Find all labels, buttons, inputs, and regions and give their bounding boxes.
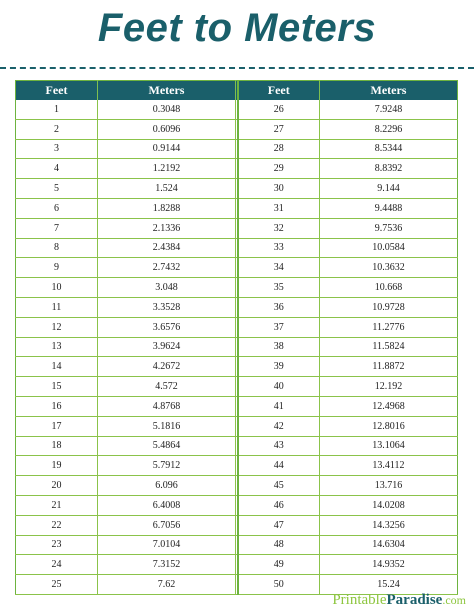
- cell-feet-left: 15: [16, 377, 98, 397]
- cell-feet-left: 13: [16, 337, 98, 357]
- cell-meters-right: 10.9728: [320, 297, 458, 317]
- cell-feet-right: 33: [238, 238, 320, 258]
- cell-meters-right: 13.716: [320, 476, 458, 496]
- cell-feet-left: 7: [16, 218, 98, 238]
- cell-feet-left: 5: [16, 179, 98, 199]
- cell-meters-right: 7.9248: [320, 100, 458, 119]
- table-header-row: [16, 81, 458, 101]
- cell-feet-right: 27: [238, 119, 320, 139]
- cell-feet-right: 41: [238, 396, 320, 416]
- cell-feet-left: 25: [16, 575, 98, 595]
- cell-meters-right: 8.2296: [320, 119, 458, 139]
- table-row: [16, 317, 458, 337]
- cell-meters-left: 0.6096: [98, 119, 236, 139]
- cell-meters-left: 2.4384: [98, 238, 236, 258]
- table-row: [16, 535, 458, 555]
- cell-feet-right: 32: [238, 218, 320, 238]
- cell-meters-right: 11.8872: [320, 357, 458, 377]
- cell-meters-right: 14.0208: [320, 495, 458, 515]
- cell-meters-left: 7.62: [98, 575, 236, 595]
- table-row: [16, 100, 458, 119]
- header-meters-right: Meters: [320, 81, 458, 101]
- cell-feet-left: 4: [16, 159, 98, 179]
- table-body: [16, 100, 458, 594]
- cell-feet-right: 43: [238, 436, 320, 456]
- cell-feet-right: 35: [238, 278, 320, 298]
- cell-feet-right: 48: [238, 535, 320, 555]
- header-feet-right: Feet: [238, 81, 320, 101]
- cell-meters-left: 7.0104: [98, 535, 236, 555]
- cell-feet-left: 8: [16, 238, 98, 258]
- cell-meters-left: 3.9624: [98, 337, 236, 357]
- cell-feet-right: 45: [238, 476, 320, 496]
- cell-meters-left: 7.3152: [98, 555, 236, 575]
- cell-feet-left: 21: [16, 495, 98, 515]
- cell-feet-left: 24: [16, 555, 98, 575]
- cell-feet-right: 34: [238, 258, 320, 278]
- cell-meters-right: 10.0584: [320, 238, 458, 258]
- cell-meters-right: 9.4488: [320, 198, 458, 218]
- table-row: [16, 218, 458, 238]
- cell-feet-left: 10: [16, 278, 98, 298]
- cell-meters-right: 10.3632: [320, 258, 458, 278]
- cell-meters-left: 2.1336: [98, 218, 236, 238]
- table-row: [16, 476, 458, 496]
- footer-brand: [332, 592, 466, 609]
- table-row: [16, 278, 458, 298]
- footer-brand-part1: Printable: [332, 592, 387, 608]
- cell-feet-right: 30: [238, 179, 320, 199]
- cell-feet-right: 42: [238, 416, 320, 436]
- cell-meters-right: 8.5344: [320, 139, 458, 159]
- cell-meters-right: 12.4968: [320, 396, 458, 416]
- table-row: [16, 396, 458, 416]
- table-row: [16, 416, 458, 436]
- cell-feet-left: 3: [16, 139, 98, 159]
- table-row: [16, 238, 458, 258]
- cell-feet-left: 12: [16, 317, 98, 337]
- cell-feet-left: 1: [16, 100, 98, 119]
- table-row: [16, 198, 458, 218]
- table-row: [16, 337, 458, 357]
- dashed-divider: [0, 67, 474, 69]
- page-title: Feet to Meters: [97, 6, 377, 50]
- cell-feet-right: 29: [238, 159, 320, 179]
- table-row: [16, 377, 458, 397]
- cell-meters-left: 3.048: [98, 278, 236, 298]
- cell-feet-right: 47: [238, 515, 320, 535]
- cell-meters-left: 5.1816: [98, 416, 236, 436]
- table-row: [16, 436, 458, 456]
- cell-feet-right: 36: [238, 297, 320, 317]
- cell-meters-left: 3.3528: [98, 297, 236, 317]
- footer-brand-part2: Paradise: [386, 592, 443, 608]
- cell-meters-left: 0.9144: [98, 139, 236, 159]
- cell-feet-right: 46: [238, 495, 320, 515]
- cell-feet-left: 11: [16, 297, 98, 317]
- cell-feet-left: 20: [16, 476, 98, 496]
- cell-meters-right: 13.4112: [320, 456, 458, 476]
- conversion-table: [15, 80, 458, 595]
- cell-meters-left: 4.2672: [98, 357, 236, 377]
- cell-meters-left: 6.7056: [98, 515, 236, 535]
- cell-meters-left: 5.7912: [98, 456, 236, 476]
- table-row: [16, 297, 458, 317]
- cell-feet-left: 17: [16, 416, 98, 436]
- cell-meters-right: 9.7536: [320, 218, 458, 238]
- cell-meters-right: 12.192: [320, 377, 458, 397]
- cell-meters-left: 1.8288: [98, 198, 236, 218]
- cell-meters-left: 3.6576: [98, 317, 236, 337]
- cell-meters-right: 14.3256: [320, 515, 458, 535]
- cell-feet-right: 39: [238, 357, 320, 377]
- cell-meters-right: 12.8016: [320, 416, 458, 436]
- header-meters-left: Meters: [98, 81, 236, 101]
- table-row: [16, 119, 458, 139]
- cell-meters-left: 6.096: [98, 476, 236, 496]
- cell-meters-right: 8.8392: [320, 159, 458, 179]
- cell-feet-right: 44: [238, 456, 320, 476]
- cell-meters-right: 11.5824: [320, 337, 458, 357]
- cell-meters-right: 14.6304: [320, 535, 458, 555]
- cell-meters-left: 4.8768: [98, 396, 236, 416]
- cell-feet-left: 9: [16, 258, 98, 278]
- table-row: [16, 159, 458, 179]
- cell-feet-right: 26: [238, 100, 320, 119]
- cell-feet-left: 23: [16, 535, 98, 555]
- table-row: [16, 515, 458, 535]
- cell-meters-left: 1.2192: [98, 159, 236, 179]
- cell-feet-left: 6: [16, 198, 98, 218]
- cell-feet-left: 16: [16, 396, 98, 416]
- table-row: [16, 179, 458, 199]
- cell-meters-right: 14.9352: [320, 555, 458, 575]
- cell-meters-left: 6.4008: [98, 495, 236, 515]
- cell-feet-right: 31: [238, 198, 320, 218]
- cell-meters-right: 13.1064: [320, 436, 458, 456]
- table-row: [16, 495, 458, 515]
- cell-feet-left: 22: [16, 515, 98, 535]
- cell-meters-left: 2.7432: [98, 258, 236, 278]
- cell-meters-left: 1.524: [98, 179, 236, 199]
- header-feet-left: Feet: [16, 81, 98, 101]
- cell-feet-right: 40: [238, 377, 320, 397]
- cell-meters-right: 11.2776: [320, 317, 458, 337]
- table-row: [16, 258, 458, 278]
- cell-meters-right: 9.144: [320, 179, 458, 199]
- cell-feet-right: 49: [238, 555, 320, 575]
- cell-meters-left: 5.4864: [98, 436, 236, 456]
- cell-meters-right: 15.24: [320, 575, 458, 595]
- cell-meters-left: 0.3048: [98, 100, 236, 119]
- cell-feet-right: 38: [238, 337, 320, 357]
- cell-feet-left: 19: [16, 456, 98, 476]
- cell-meters-right: 10.668: [320, 278, 458, 298]
- cell-feet-right: 28: [238, 139, 320, 159]
- table-row: [16, 357, 458, 377]
- cell-feet-left: 14: [16, 357, 98, 377]
- footer-brand-part3: .com: [442, 593, 466, 607]
- cell-feet-right: 50: [238, 575, 320, 595]
- cell-feet-left: 18: [16, 436, 98, 456]
- cell-feet-right: 37: [238, 317, 320, 337]
- table-row: [16, 456, 458, 476]
- table-row: [16, 139, 458, 159]
- cell-meters-left: 4.572: [98, 377, 236, 397]
- table-row: [16, 555, 458, 575]
- cell-feet-left: 2: [16, 119, 98, 139]
